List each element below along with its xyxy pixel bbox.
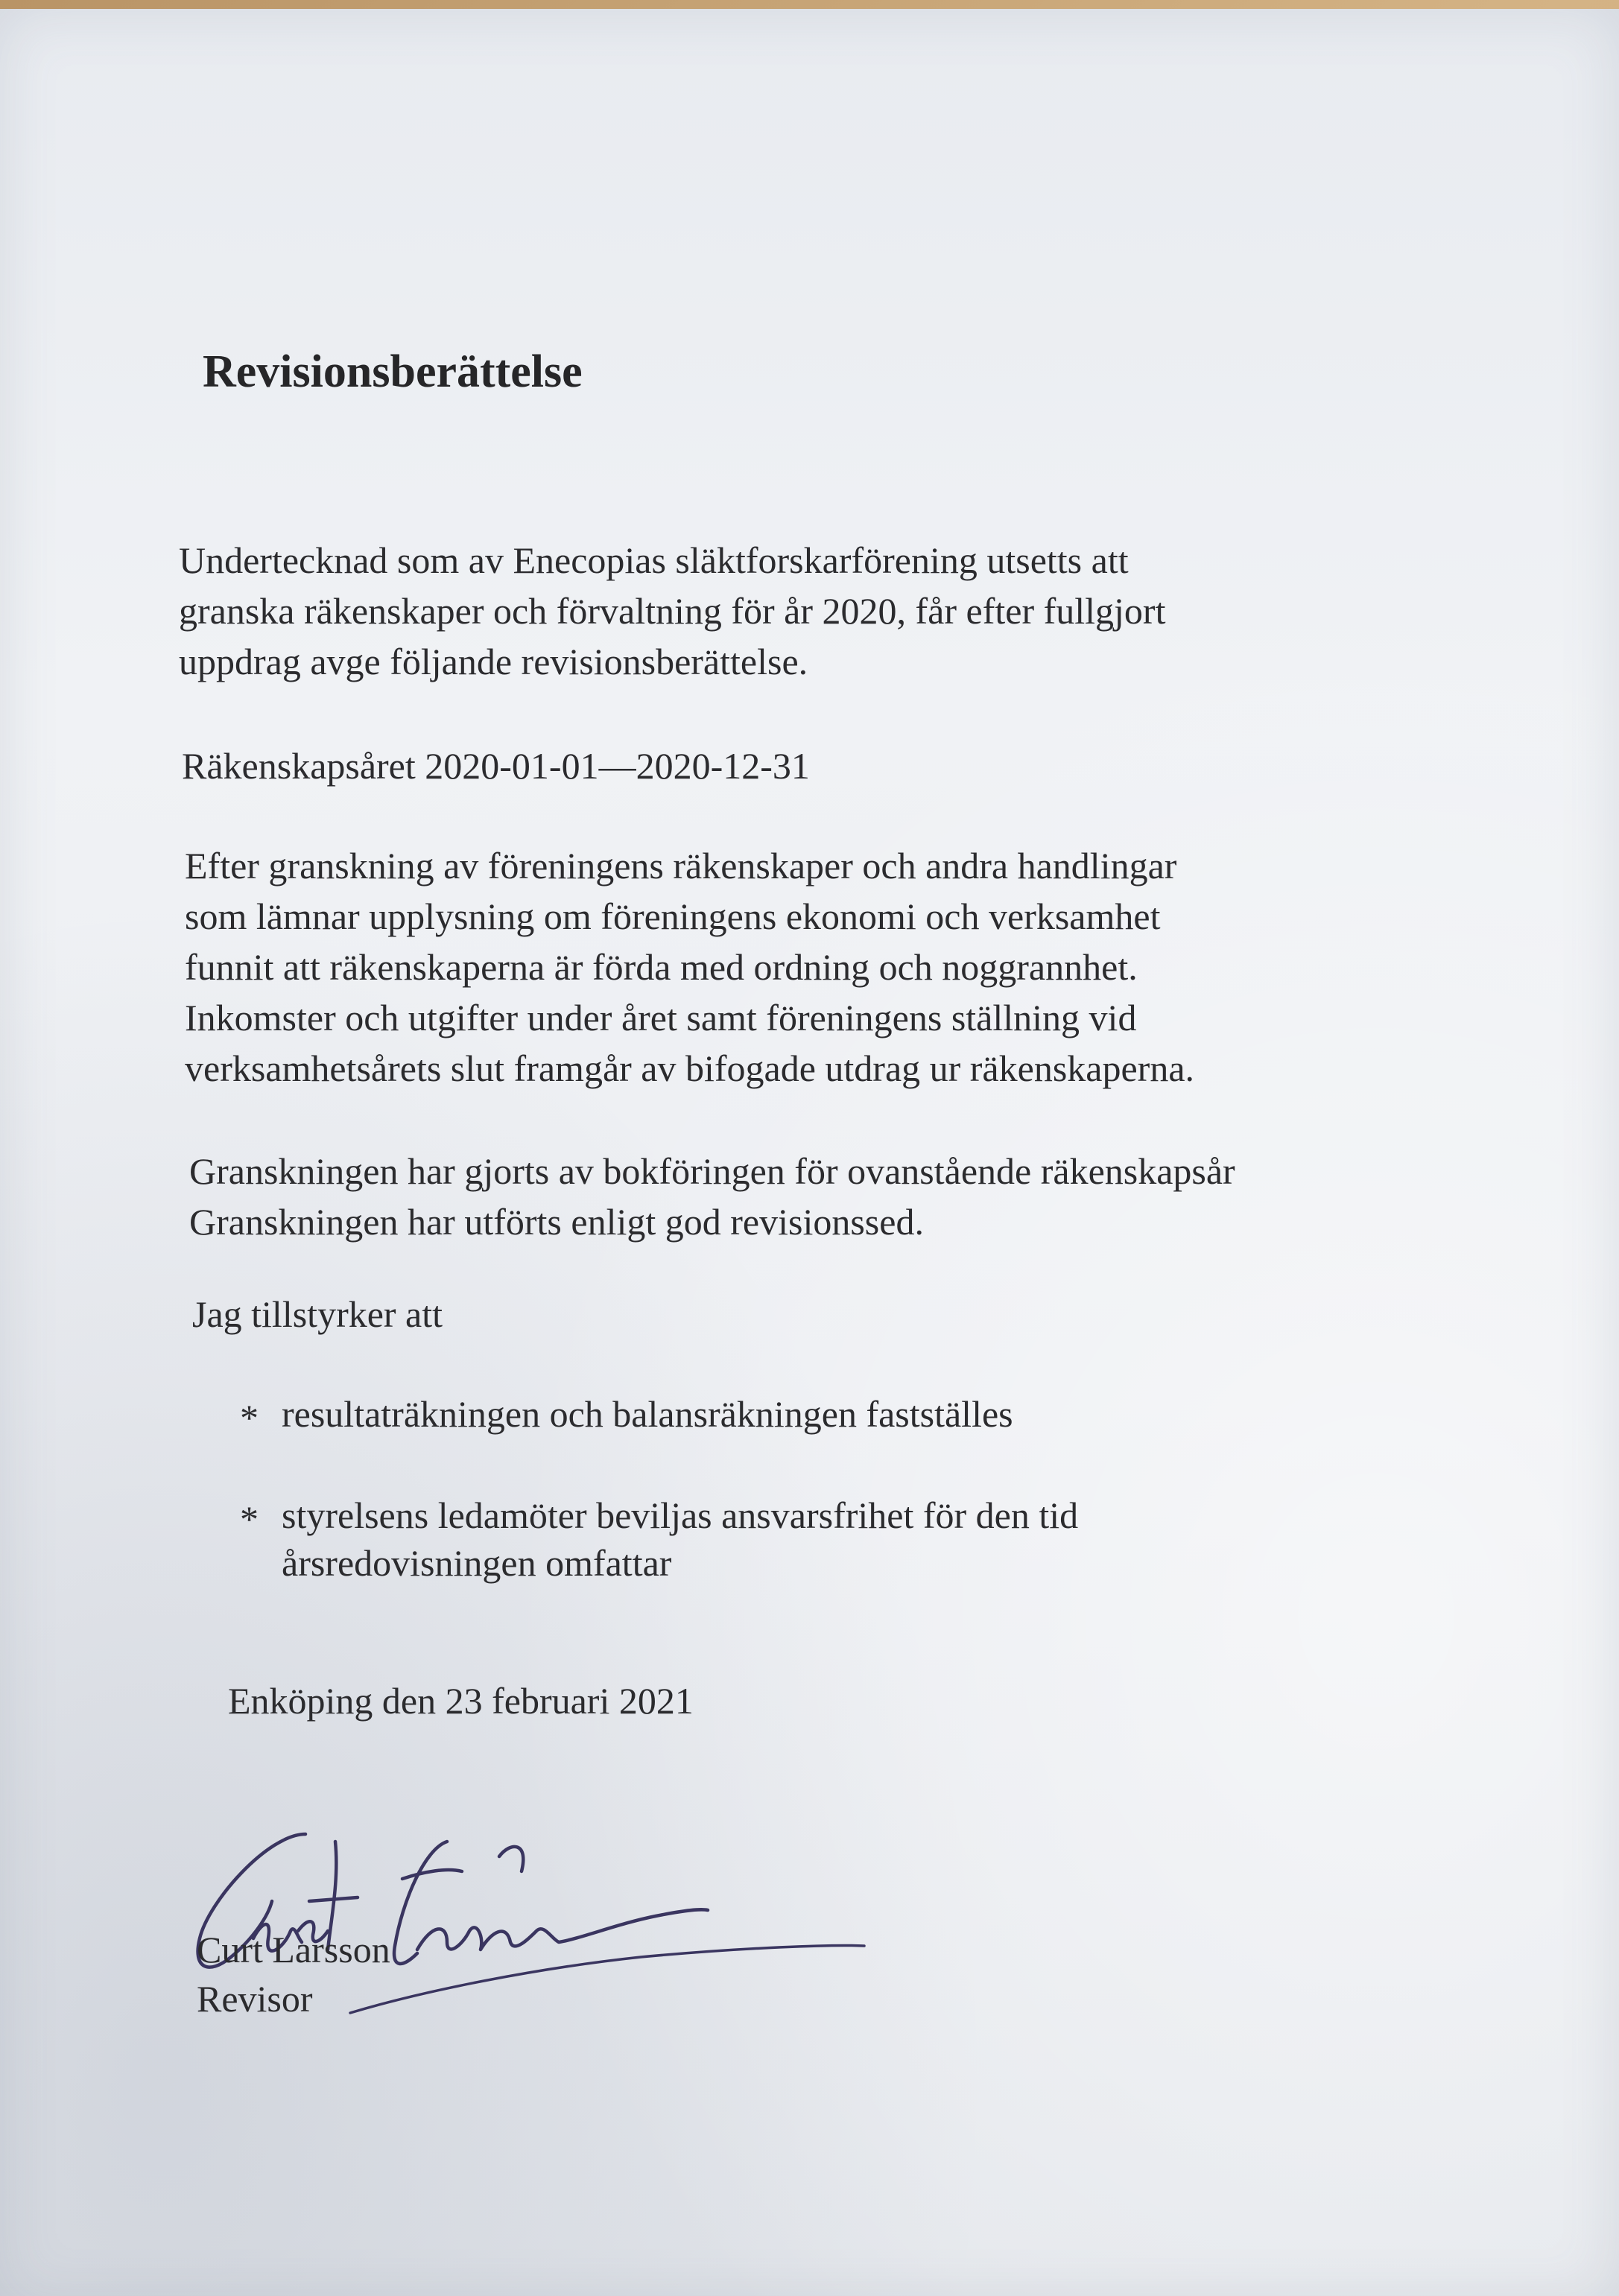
recommendation-intro-line: Jag tillstyrker att [192,1293,443,1335]
document-title: Revisionsberättelse [203,346,583,397]
findings-paragraph [185,840,1194,1094]
document-page [0,9,1619,2296]
bullet-marker: * [240,1397,259,1439]
fiscal-year-paragraph [182,741,810,791]
recommendation-item [240,1390,1283,1450]
intro-line: Undertecknad som av Enecopias släktforskarförening utsetts att [179,539,1129,581]
scope-paragraph [189,1146,1235,1247]
findings-line: Inkomster och utgifter under året samt föreningens ställning vid [185,997,1137,1038]
findings-line: som lämnar upplysning om föreningens ekonomi och verksamhet [185,895,1161,937]
fiscal-year-line: Räkenskapsåret 2020-01-01—2020-12-31 [182,745,810,787]
scope-line: Granskningen har utförts enligt god revisionssed. [189,1201,924,1243]
intro-paragraph [179,535,1165,687]
signer-name: Curt Larsson [197,1929,390,1970]
findings-line: Efter granskning av föreningens räkenskaper och andra handlingar [185,845,1177,887]
findings-line: verksamhetsårets slut framgår av bifogade utdrag ur räkenskaperna. [185,1047,1195,1089]
scope-line: Granskningen har gjorts av bokföringen för ovanstående räkenskapsår [189,1150,1235,1192]
bullet-marker: * [240,1498,259,1540]
recommendation-line: resultaträkningen och balansräkningen fastställes [282,1393,1013,1435]
recommendation-item [240,1491,1357,1596]
signer-role: Revisor [197,1978,313,2020]
intro-line: granska räkenskaper och förvaltning för år 2020, får efter fullgjort [179,590,1166,632]
findings-line: funnit att räkenskaperna är förda med ordning och noggrannhet. [185,946,1138,988]
recommendation-line: årsredovisningen omfattar [282,1542,672,1584]
recommendation-intro [192,1289,443,1339]
recommendation-line: styrelsens ledamöter beviljas ansvarsfrihet för den tid [282,1494,1079,1536]
intro-line: uppdrag avge följande revisionsberättelse. [179,641,808,682]
place-and-date: Enköping den 23 februari 2021 [228,1680,694,1722]
